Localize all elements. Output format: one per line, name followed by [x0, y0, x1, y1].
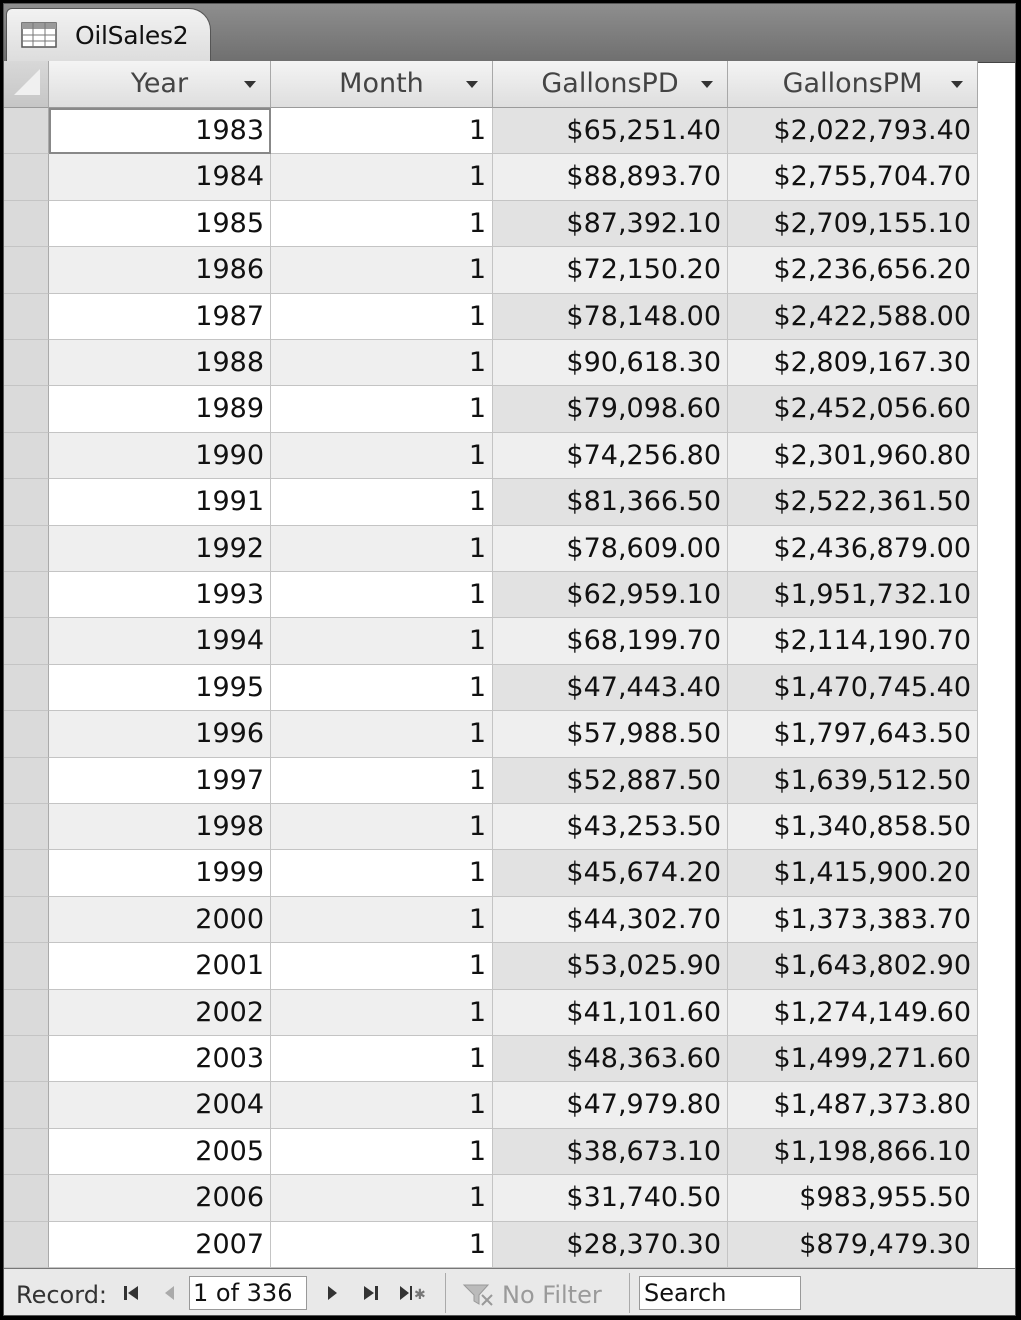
row-selector[interactable]	[4, 340, 49, 386]
row-selector[interactable]	[4, 850, 49, 896]
column-header-year[interactable]	[49, 61, 271, 108]
cell-gallonspd[interactable]: $62,959.10	[493, 572, 728, 618]
cell-gallonspm[interactable]: $879,479.30	[728, 1222, 978, 1268]
cell-gallonspd[interactable]: $79,098.60	[493, 386, 728, 432]
row-selector[interactable]	[4, 1036, 49, 1082]
cell-gallonspd[interactable]: $68,199.70	[493, 618, 728, 664]
cell-gallonspd[interactable]: $90,618.30	[493, 340, 728, 386]
row-selector[interactable]	[4, 201, 49, 247]
first-record-icon[interactable]	[122, 1282, 140, 1304]
table-row[interactable]	[4, 1222, 978, 1268]
new-record-icon[interactable]	[398, 1282, 426, 1304]
cell-gallonspd[interactable]: $52,887.50	[493, 758, 728, 804]
empty-grid-area	[981, 108, 1016, 1268]
cell-gallonspd[interactable]: $72,150.20	[493, 247, 728, 293]
row-selector[interactable]	[4, 990, 49, 1036]
table-row[interactable]	[4, 804, 978, 850]
cell-gallonspm[interactable]: $2,809,167.30	[728, 340, 978, 386]
table-row[interactable]	[4, 1036, 978, 1082]
cell-month[interactable]: 1	[271, 294, 493, 340]
cell-month[interactable]: 1	[271, 526, 493, 572]
row-selector[interactable]	[4, 1222, 49, 1268]
cell-gallonspm[interactable]: $2,236,656.20	[728, 247, 978, 293]
cell-gallonspm[interactable]: $2,022,793.40	[728, 108, 978, 154]
cell-gallonspd[interactable]: $47,979.80	[493, 1082, 728, 1128]
cell-month[interactable]: 1	[271, 201, 493, 247]
cell-gallonspd[interactable]: $88,893.70	[493, 154, 728, 200]
row-selector[interactable]	[4, 1082, 49, 1128]
row-selector[interactable]	[4, 804, 49, 850]
cell-month[interactable]: 1	[271, 850, 493, 896]
cell-gallonspm[interactable]: $1,274,149.60	[728, 990, 978, 1036]
cell-month[interactable]: 1	[271, 1082, 493, 1128]
column-header-gallonspm[interactable]	[728, 61, 978, 108]
table-row[interactable]	[4, 1082, 978, 1128]
cell-year[interactable]: 1990	[49, 433, 271, 479]
table-row[interactable]	[4, 665, 978, 711]
cell-gallonspd[interactable]: $38,673.10	[493, 1129, 728, 1175]
table-row[interactable]	[4, 618, 978, 664]
cell-gallonspd[interactable]: $81,366.50	[493, 479, 728, 525]
cell-month[interactable]: 1	[271, 897, 493, 943]
cell-gallonspd[interactable]: $78,148.00	[493, 294, 728, 340]
cell-gallonspm[interactable]: $2,114,190.70	[728, 618, 978, 664]
table-row[interactable]	[4, 247, 978, 293]
cell-month[interactable]: 1	[271, 1129, 493, 1175]
cell-month[interactable]: 1	[271, 479, 493, 525]
cell-gallonspm[interactable]: $1,639,512.50	[728, 758, 978, 804]
cell-gallonspd[interactable]: $45,674.20	[493, 850, 728, 896]
cell-year[interactable]: 1995	[49, 665, 271, 711]
cell-month[interactable]: 1	[271, 1175, 493, 1221]
row-selector[interactable]	[4, 247, 49, 293]
datasheet-window	[3, 3, 1016, 1316]
cell-gallonspd[interactable]: $53,025.90	[493, 943, 728, 989]
cell-year[interactable]: 1985	[49, 201, 271, 247]
cell-gallonspm[interactable]: $1,470,745.40	[728, 665, 978, 711]
column-header-gallonspd[interactable]	[493, 61, 728, 108]
cell-month[interactable]: 1	[271, 990, 493, 1036]
cell-gallonspd[interactable]: $48,363.60	[493, 1036, 728, 1082]
record-navigation-bar	[4, 1268, 1015, 1316]
column-header-label: Month	[339, 68, 424, 99]
row-selector[interactable]	[4, 479, 49, 525]
sort-filter-dropdown-icon[interactable]	[951, 81, 963, 88]
column-header-row	[4, 61, 1016, 108]
cell-month[interactable]: 1	[271, 108, 493, 154]
record-label: Record:	[16, 1281, 108, 1309]
row-selector[interactable]	[4, 618, 49, 664]
row-selector[interactable]	[4, 943, 49, 989]
cell-year[interactable]: 2002	[49, 990, 271, 1036]
cell-year[interactable]: 1991	[49, 479, 271, 525]
cell-gallonspd[interactable]: $28,370.30	[493, 1222, 728, 1268]
cell-month[interactable]: 1	[271, 711, 493, 757]
search-input[interactable]: Search	[639, 1276, 801, 1310]
table-row[interactable]	[4, 479, 978, 525]
cell-year[interactable]: 1996	[49, 711, 271, 757]
cell-gallonspd[interactable]: $74,256.80	[493, 433, 728, 479]
cell-gallonspm[interactable]: $1,797,643.50	[728, 711, 978, 757]
cell-month[interactable]: 1	[271, 665, 493, 711]
cell-month[interactable]: 1	[271, 386, 493, 432]
table-row[interactable]	[4, 990, 978, 1036]
table-row[interactable]	[4, 1129, 978, 1175]
cell-gallonspm[interactable]: $1,415,900.20	[728, 850, 978, 896]
row-selector[interactable]	[4, 1175, 49, 1221]
cell-month[interactable]: 1	[271, 758, 493, 804]
table-row[interactable]	[4, 897, 978, 943]
cell-month[interactable]: 1	[271, 804, 493, 850]
document-tab-oilsales2[interactable]	[6, 8, 211, 63]
row-selector[interactable]	[4, 758, 49, 804]
cell-year[interactable]: 1987	[49, 294, 271, 340]
cell-month[interactable]: 1	[271, 433, 493, 479]
cell-gallonspm[interactable]: $1,643,802.90	[728, 943, 978, 989]
cell-year[interactable]: 1989	[49, 386, 271, 432]
cell-year[interactable]: 1998	[49, 804, 271, 850]
cell-month[interactable]: 1	[271, 1036, 493, 1082]
cell-gallonspm[interactable]: $2,452,056.60	[728, 386, 978, 432]
row-selector[interactable]	[4, 294, 49, 340]
column-header-label: GallonsPM	[782, 68, 923, 99]
filter-icon	[462, 1282, 496, 1308]
table-row[interactable]	[4, 433, 978, 479]
cell-gallonspm[interactable]: $1,487,373.80	[728, 1082, 978, 1128]
cell-gallonspm[interactable]: $2,301,960.80	[728, 433, 978, 479]
table-row[interactable]	[4, 526, 978, 572]
cell-year[interactable]: 2001	[49, 943, 271, 989]
cell-month[interactable]: 1	[271, 247, 493, 293]
cell-year[interactable]: 2003	[49, 1036, 271, 1082]
table-row[interactable]	[4, 154, 978, 200]
cell-month[interactable]: 1	[271, 1222, 493, 1268]
row-selector[interactable]	[4, 433, 49, 479]
previous-record-icon[interactable]	[162, 1282, 176, 1304]
cell-gallonspm[interactable]: $2,422,588.00	[728, 294, 978, 340]
cell-year[interactable]: 2000	[49, 897, 271, 943]
separator	[629, 1273, 630, 1313]
cell-gallonspm[interactable]: $2,522,361.50	[728, 479, 978, 525]
svg-text:✱: ✱	[414, 1287, 426, 1303]
cell-gallonspd[interactable]: $31,740.50	[493, 1175, 728, 1221]
cell-year[interactable]: 1993	[49, 572, 271, 618]
table-row[interactable]	[4, 943, 978, 989]
cell-gallonspm[interactable]: $2,709,155.10	[728, 201, 978, 247]
current-record-input[interactable]: 1 of 336	[189, 1276, 307, 1310]
cell-gallonspm[interactable]: $1,198,866.10	[728, 1129, 978, 1175]
last-record-icon[interactable]	[362, 1282, 380, 1304]
sort-filter-dropdown-icon[interactable]	[466, 81, 478, 88]
cell-gallonspm[interactable]: $1,499,271.60	[728, 1036, 978, 1082]
cell-gallonspm[interactable]: $983,955.50	[728, 1175, 978, 1221]
cell-gallonspd[interactable]: $87,392.10	[493, 201, 728, 247]
tab-title: OilSales2	[75, 21, 189, 50]
table-row[interactable]	[4, 711, 978, 757]
table-row[interactable]	[4, 340, 978, 386]
row-selector[interactable]	[4, 108, 49, 154]
cell-month[interactable]: 1	[271, 943, 493, 989]
separator	[445, 1273, 446, 1313]
row-selector[interactable]	[4, 526, 49, 572]
cell-year[interactable]: 2006	[49, 1175, 271, 1221]
cell-gallonspm[interactable]: $2,755,704.70	[728, 154, 978, 200]
next-record-icon[interactable]	[326, 1282, 340, 1304]
cell-year[interactable]: 1984	[49, 154, 271, 200]
no-filter-button[interactable]: No Filter	[502, 1281, 602, 1309]
table-row[interactable]	[4, 1175, 978, 1221]
cell-gallonspd[interactable]: $78,609.00	[493, 526, 728, 572]
table-row[interactable]	[4, 850, 978, 896]
cell-gallonspm[interactable]: $1,373,383.70	[728, 897, 978, 943]
cell-month[interactable]: 1	[271, 340, 493, 386]
cell-gallonspd[interactable]: $47,443.40	[493, 665, 728, 711]
cell-gallonspm[interactable]: $1,340,858.50	[728, 804, 978, 850]
row-selector[interactable]	[4, 1129, 49, 1175]
datasheet-table-icon	[21, 22, 57, 48]
cell-month[interactable]: 1	[271, 618, 493, 664]
row-selector[interactable]	[4, 665, 49, 711]
table-row[interactable]	[4, 108, 978, 154]
cell-year[interactable]: 1988	[49, 340, 271, 386]
table-row[interactable]	[4, 572, 978, 618]
row-selector[interactable]	[4, 386, 49, 432]
cell-year[interactable]: 1994	[49, 618, 271, 664]
table-row[interactable]	[4, 386, 978, 432]
cell-year[interactable]: 1997	[49, 758, 271, 804]
cell-year[interactable]: 1999	[49, 850, 271, 896]
document-tab-bar	[4, 4, 1015, 63]
column-header-label: GallonsPD	[541, 68, 679, 99]
column-header-label: Year	[130, 68, 189, 99]
table-row[interactable]	[4, 758, 978, 804]
cell-gallonspd[interactable]: $43,253.50	[493, 804, 728, 850]
cell-year[interactable]: 1986	[49, 247, 271, 293]
cell-year[interactable]: 2007	[49, 1222, 271, 1268]
cell-gallonspd[interactable]: $65,251.40	[493, 108, 728, 154]
cell-year[interactable]: 1992	[49, 526, 271, 572]
table-row[interactable]	[4, 201, 978, 247]
cell-gallonspm[interactable]: $1,951,732.10	[728, 572, 978, 618]
cell-year[interactable]: 1983	[49, 108, 271, 154]
row-selector[interactable]	[4, 154, 49, 200]
row-selector[interactable]	[4, 572, 49, 618]
row-selector[interactable]	[4, 897, 49, 943]
cell-gallonspd[interactable]: $41,101.60	[493, 990, 728, 1036]
cell-gallonspm[interactable]: $2,436,879.00	[728, 526, 978, 572]
table-row[interactable]	[4, 294, 978, 340]
cell-gallonspd[interactable]: $57,988.50	[493, 711, 728, 757]
cell-month[interactable]: 1	[271, 572, 493, 618]
row-selector[interactable]	[4, 711, 49, 757]
cell-year[interactable]: 2004	[49, 1082, 271, 1128]
cell-gallonspd[interactable]: $44,302.70	[493, 897, 728, 943]
select-all-corner[interactable]	[4, 61, 49, 108]
sort-filter-dropdown-icon[interactable]	[244, 81, 256, 88]
column-header-month[interactable]	[271, 61, 493, 108]
cell-year[interactable]: 2005	[49, 1129, 271, 1175]
cell-month[interactable]: 1	[271, 154, 493, 200]
sort-filter-dropdown-icon[interactable]	[701, 81, 713, 88]
